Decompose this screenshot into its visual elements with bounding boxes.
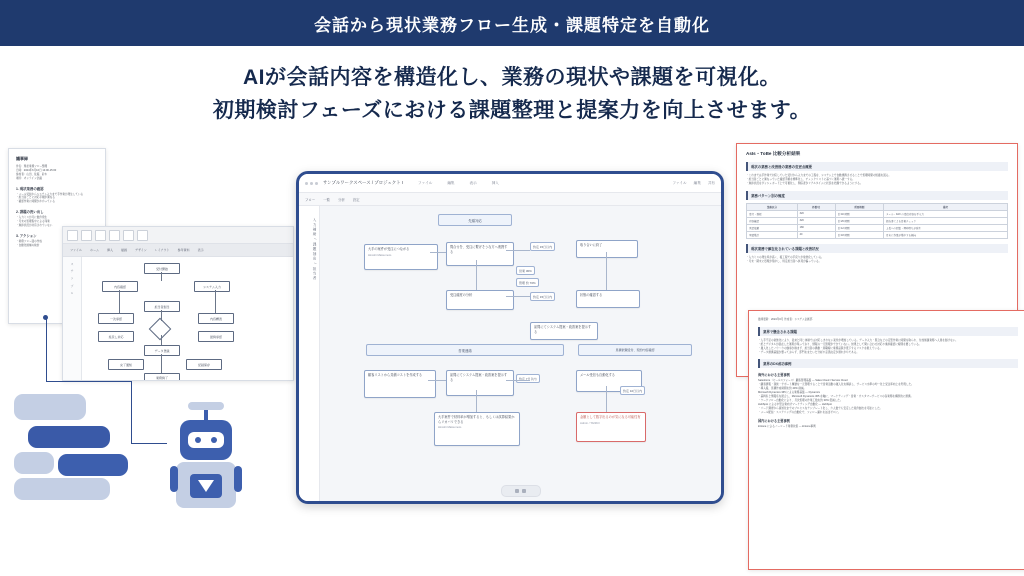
flow-card-6[interactable] bbox=[364, 370, 436, 398]
overseas-cases-heading: 海外における主要事例 bbox=[758, 373, 790, 378]
flow-node-3[interactable]: システム入力 bbox=[194, 281, 230, 292]
table-r3c2: 180 bbox=[797, 224, 835, 231]
chat-bubble-1 bbox=[14, 394, 86, 420]
table-header-4: 備考 bbox=[884, 203, 1008, 210]
page-header bbox=[0, 0, 1024, 46]
flow-node-10[interactable]: 完了通知 bbox=[108, 359, 144, 370]
table-row bbox=[747, 231, 1008, 238]
meeting-notes-section-1-line-1: ・メール受信からシステム入力まで手作業が発生している bbox=[16, 192, 84, 196]
lead-line-1: AIが会話内容を構造化し、業務の現状や課題を可視化。 bbox=[243, 66, 781, 89]
doc-tab-file[interactable]: ファイル bbox=[70, 248, 82, 252]
metric-pill-3: 約定 15日以内 bbox=[530, 242, 555, 251]
workspace-title: サンプルワークスペース / プロジェクト I bbox=[323, 180, 403, 185]
table-r2c2: 320 bbox=[797, 217, 835, 224]
metric-pill-4: 約定 15日以内 bbox=[530, 292, 555, 301]
table-r1c3: 約 40 時間 bbox=[835, 210, 883, 217]
flow-node-11[interactable]: 記録保存 bbox=[186, 359, 222, 370]
flow-edge-h bbox=[606, 386, 607, 412]
flow-card-5[interactable] bbox=[576, 290, 640, 308]
flow-card-2-text: 問合せを、受注に繋げそうな方へ連携する bbox=[450, 245, 508, 254]
table-r4c2: 40 bbox=[797, 231, 835, 238]
zoom-out-icon bbox=[515, 489, 519, 493]
flow-card-7-text: 訪問にてシステム提案・改善案を提示する bbox=[450, 373, 508, 382]
industry-section-1-line-1: ・人手不足の常態化により、従来と同じ体制では対応しきれない案件が増加している。データ入力・照合などの定型作業に時間を取られ、付加価値業務へ人員を割けない。 bbox=[758, 338, 958, 342]
chat-bubble-2 bbox=[28, 426, 110, 448]
page-header-title: 会話から現状業務フロー生成・課題特定を自動化 bbox=[314, 15, 710, 35]
flow-edge-g bbox=[506, 380, 530, 381]
flow-node-2[interactable]: 内容確認 bbox=[102, 281, 138, 292]
flow-document-toolbar[interactable] bbox=[63, 227, 293, 244]
tab-analysis[interactable]: 分析 bbox=[337, 197, 345, 202]
menu-view[interactable]: 表示 bbox=[469, 180, 477, 185]
flow-node-12[interactable]: 業務終了 bbox=[144, 373, 180, 381]
connector-vertical-left bbox=[46, 318, 47, 382]
flow-node-6[interactable]: 内容精査 bbox=[198, 313, 234, 324]
table-row bbox=[747, 224, 1008, 231]
analysis-section-1-line-3: ・進捗状況をダッシュボード上で可視化し、関係者がリアルタイムに状況を把握できるようにする。 bbox=[746, 181, 863, 185]
domestic-cases-heading: 国内における主要事例 bbox=[758, 419, 790, 424]
meeting-notes-section-2-line-1: ・入力ミスが月に数件発生 bbox=[16, 216, 48, 220]
flow-edge-1 bbox=[161, 272, 162, 281]
meeting-notes-section-3-heading: 3. アクション bbox=[16, 233, 37, 238]
industry-section-1-line-2: ・紙とデジタルが混在した運用が残っており、情報の一元管理ができていない。結果として問い合わせ対応や進捗確認に時間を要している。 bbox=[758, 342, 922, 346]
meeting-notes-section-3-line-2: ・自動化候補の検討 bbox=[16, 243, 40, 247]
metric-pill-1: 営業 30% bbox=[516, 266, 535, 275]
flow-card-4-text: 受注確度の分析 bbox=[450, 293, 473, 297]
meeting-notes-meta-2: 日時：2024年6月10日 14:00-15:00 bbox=[16, 168, 57, 172]
flow-card-1-owner: Hiroshi Matsumoto bbox=[368, 252, 392, 257]
toolbar-button-6-icon[interactable] bbox=[137, 230, 148, 241]
flow-node-1[interactable]: 受付開始 bbox=[144, 263, 180, 274]
analysis-section-1-heading: 現状の業務と改善後の業務の変更点概要 bbox=[746, 162, 1008, 171]
window-controls-icon[interactable] bbox=[305, 182, 318, 185]
analysis-section-3-line-1: ・入力ミスの発生率が高く、後工程での手戻りが常態化している。 bbox=[746, 255, 824, 259]
flow-card-8[interactable] bbox=[434, 412, 520, 446]
overseas-case-2-detail-2: ・ワークフロー自動化により、月次処理の作業工数を約 30% 低減した。 bbox=[758, 398, 843, 402]
table-r4c1: 実績集計 bbox=[747, 231, 798, 238]
flow-node-7[interactable]: 差戻し対応 bbox=[98, 331, 134, 342]
menu-edit[interactable]: 編集 bbox=[447, 180, 455, 185]
overseas-case-3-detail-1: ・リード獲得から商談化までのプロセスをテンプレート化し、少人数でも安定した案件創出を可能にした。 bbox=[758, 406, 883, 410]
analysis-section-1-line-1: ・これまでは手作業で対応していた受付から入力までの工程を、システム上で自動連携させることで処理時間の短縮を図る。 bbox=[746, 174, 891, 177]
overseas-case-2-detail-1: ・基幹系と情報系を統合し、Microsoft Dynamics 365 を軸に、マーケティング・営業・カスタマーサービスの各業務を横断的に連携。 bbox=[758, 395, 914, 399]
table-header-2: 件数/月 bbox=[797, 203, 835, 210]
meeting-notes-title: 議事録 bbox=[16, 156, 28, 161]
industry-section-1-line-4: ・データ連携基盤が整っておらず、部門をまたいだ分析や意思決定が遅れがちである。 bbox=[758, 350, 859, 354]
flow-card-8-text: 大手案件で材料率が増加すると、もしくは試算結果からリカバリできる bbox=[438, 415, 515, 424]
meeting-notes-meta-3: 参加者：山田、佐藤、鈴木 bbox=[16, 172, 48, 176]
doc-tab-references[interactable]: 参考資料 bbox=[177, 248, 190, 252]
table-r1c4: メール・FAX の受信内容を手入力 bbox=[884, 210, 1008, 217]
analysis-section-2-heading: 業務パターン別の頻度 bbox=[746, 191, 1008, 200]
metric-pill-2: 管理 約 70% bbox=[516, 278, 539, 287]
rail-label-5: 1 bbox=[71, 290, 73, 295]
rail-label-1: ス bbox=[70, 262, 74, 266]
toolbar-button-4-icon[interactable] bbox=[109, 230, 120, 241]
flow-card-3-text: 取り合いに終了 bbox=[580, 243, 603, 247]
meeting-notes-section-1-heading: 1. 現状業務の確認 bbox=[16, 186, 44, 191]
flow-card-1-text: 大手の案件が受注につながる bbox=[368, 247, 410, 251]
table-r4c3: 約 18 時間 bbox=[835, 231, 883, 238]
table-r2c3: 約 26 時間 bbox=[835, 217, 883, 224]
toolbar-button-3-icon[interactable] bbox=[95, 230, 106, 241]
flow-card-6-text: 顧客リストから見積コストを作成する bbox=[368, 373, 423, 377]
flow-card-11[interactable] bbox=[530, 322, 598, 340]
rail-label-4: プ bbox=[70, 283, 74, 288]
metric-pill-5: 約定 7日以内 bbox=[516, 374, 540, 383]
flow-card-5-text: 状態の確認する bbox=[580, 293, 603, 297]
flow-edge-i bbox=[606, 252, 607, 290]
flow-document-tabs[interactable] bbox=[63, 244, 293, 257]
flow-node-4[interactable]: 担当者割当 bbox=[144, 301, 180, 312]
flow-node-9[interactable]: データ登録 bbox=[144, 345, 180, 356]
industry-note: 最終更新：2024年6月 作成者：システム企画部 bbox=[758, 318, 813, 321]
table-r1c1: 受付・登録 bbox=[747, 210, 798, 217]
doc-tab-design[interactable]: デザイン bbox=[135, 248, 147, 252]
overseas-case-2: Microsoft Dynamics 365 による業務基盤 — Dynamics bbox=[758, 391, 820, 395]
analysis-section-3-line-2: ・月末・期末に処理が集中し、特定担当者へ負荷が偏っている。 bbox=[746, 259, 822, 263]
flow-edge-2 bbox=[119, 290, 120, 313]
meeting-notes-section-1-line-2: ・担当者ごとに対応手順が異なる bbox=[16, 196, 55, 200]
doc-tab-draw[interactable]: 描画 bbox=[120, 248, 127, 252]
rail-label-2: テ bbox=[70, 269, 74, 274]
flow-card-3[interactable] bbox=[576, 240, 638, 258]
table-header-row bbox=[747, 203, 1008, 210]
zoom-in-icon bbox=[522, 489, 526, 493]
doc-tab-layout[interactable]: レイアウト bbox=[154, 248, 170, 252]
chat-bubble-3 bbox=[14, 452, 54, 474]
flow-card-1[interactable] bbox=[364, 244, 438, 270]
table-r3c4: 上長への回覧・押印待ちが発生 bbox=[884, 224, 1008, 231]
meeting-notes-meta-4: 場所：オンライン会議 bbox=[16, 176, 42, 180]
flow-card-11-text: 訪問にてシステム提案・改善案を提示する bbox=[534, 325, 592, 334]
analysis-table bbox=[746, 203, 1008, 239]
rail-label-3: ッ bbox=[70, 276, 74, 281]
flow-edge-4 bbox=[161, 310, 162, 321]
flow-edge-6 bbox=[161, 354, 162, 373]
analysis-section-3-heading: 現状業務で顕在化されている課題と改善状況 bbox=[746, 244, 1008, 253]
robot-illustration bbox=[170, 400, 242, 560]
flow-edge-f bbox=[476, 390, 477, 412]
flow-edge-e bbox=[428, 380, 446, 381]
table-r2c1: 内容確認 bbox=[747, 217, 798, 224]
flow-node-5[interactable]: 一次承認 bbox=[98, 313, 134, 324]
connector-dot-left bbox=[43, 315, 48, 320]
table-header-1: 業務区分 bbox=[747, 203, 798, 210]
lead-copy bbox=[0, 62, 1024, 127]
flow-canvas[interactable] bbox=[320, 206, 721, 502]
toolbar-edit[interactable]: 編集 bbox=[693, 180, 701, 185]
table-row bbox=[747, 210, 1008, 217]
industry-section-2-heading: 業界のDX成功事例 bbox=[758, 359, 1018, 368]
overseas-case-1: Salesforce（セールスフォース）顧客管理基盤 — Sales Cloud / Service Cloud bbox=[758, 379, 848, 383]
flow-document-canvas[interactable] bbox=[82, 257, 293, 381]
flow-card-10-owner: Admin / TANKO bbox=[580, 420, 600, 425]
flow-edge-3 bbox=[215, 290, 216, 313]
lane-header-1[interactable]: 先頭対応 bbox=[438, 214, 512, 226]
tablet-device[interactable] bbox=[296, 171, 724, 504]
domestic-case-1: kintone によるノーコード業務改善 — kintone事例 bbox=[758, 425, 816, 429]
overseas-case-3-detail-2: ・メール配信・スコアリングの自動化で、フォロー漏れをほぼゼロに。 bbox=[758, 410, 841, 414]
analysis-section-1-line-2: ・担当者ごとに異なっていた確認手順を標準化し、チェックリストに基づく運用へ統一する。 bbox=[746, 177, 855, 181]
chat-bubble-4 bbox=[58, 454, 128, 476]
analysis-title: AsIs・ToBe 比較分析結果 bbox=[746, 151, 801, 156]
overseas-case-1-detail-2: ・導入後、見積作成時間を約 40% 削減。 bbox=[758, 387, 807, 391]
flow-document-side-rail bbox=[63, 257, 82, 381]
doc-tab-view[interactable]: 表示 bbox=[197, 248, 204, 252]
tablet-side-rail: 入力補助 / 課題抽出 / 担当者 bbox=[299, 206, 320, 502]
table-r2c4: 担当者による目視チェック bbox=[884, 217, 1008, 224]
table-r1c2: 320 bbox=[797, 210, 835, 217]
table-r3c3: 約 12 時間 bbox=[835, 224, 883, 231]
toolbar-share[interactable]: 共有 bbox=[707, 180, 715, 185]
chat-bubbles-illustration bbox=[14, 392, 174, 502]
flow-document-window[interactable] bbox=[62, 226, 294, 381]
flow-card-8-owner: Hiroshi Matsumoto bbox=[438, 425, 462, 430]
lane-header-2[interactable]: 営業連絡 bbox=[366, 344, 564, 356]
tab-flow[interactable]: フロー bbox=[305, 197, 316, 202]
lead-line-2: 初期検討フェーズにおける課題整理と提案力を向上させます。 bbox=[212, 98, 812, 122]
tab-settings[interactable]: 設定 bbox=[352, 197, 360, 202]
toolbar-file[interactable]: ファイル bbox=[672, 180, 687, 185]
flow-card-9-text: メール受信も自動化する bbox=[580, 373, 615, 377]
canvas-zoom-control[interactable] bbox=[501, 485, 541, 497]
toolbar-button-1-icon[interactable] bbox=[67, 230, 78, 241]
industry-section-1-heading: 業界で懸念される課題 bbox=[758, 327, 1018, 336]
flow-card-7[interactable] bbox=[446, 370, 514, 396]
menu-file[interactable]: ファイル bbox=[418, 180, 433, 185]
flow-edge-a bbox=[430, 252, 446, 253]
doc-tab-home[interactable]: ホーム bbox=[89, 248, 99, 252]
meeting-notes-meta-1: 件名：現状業務フロー整理 bbox=[16, 165, 48, 168]
meeting-notes-section-1-line-3: ・確認作業に時間がかかっている bbox=[16, 200, 55, 204]
flow-edge-5 bbox=[161, 335, 162, 345]
industry-issues-document bbox=[748, 310, 1024, 570]
tablet-titlebar[interactable] bbox=[299, 174, 721, 193]
flow-card-2[interactable] bbox=[446, 242, 514, 266]
table-r3c1: 承認依頼 bbox=[747, 224, 798, 231]
doc-tab-insert[interactable]: 挿入 bbox=[106, 248, 113, 252]
meeting-notes-section-2-line-2: ・月末の処理集中による残業 bbox=[16, 220, 50, 224]
meeting-notes-section-2-line-3: ・進捗状況が共有されていない bbox=[16, 224, 53, 228]
table-header-3: 所要時間 bbox=[835, 203, 883, 210]
meeting-notes-section-2-heading: 2. 課題の洗い出し bbox=[16, 210, 44, 215]
flow-edge-b bbox=[506, 250, 530, 251]
flow-card-10[interactable] bbox=[576, 412, 646, 442]
flow-edge-c bbox=[476, 260, 477, 290]
overseas-case-1-detail-1: ・顧客情報・商談・サポート履歴を一元管理することで営業活動の属人化を解消し、サービス水準の均一化と受注率向上を実現した。 bbox=[758, 383, 914, 387]
flow-card-4[interactable] bbox=[446, 290, 514, 310]
flow-node-8[interactable]: 最終承認 bbox=[198, 331, 234, 342]
connector-horizontal-left bbox=[46, 381, 132, 382]
toolbar-button-5-icon[interactable] bbox=[123, 230, 134, 241]
metric-pill-6: 約定 10日以内 bbox=[620, 386, 645, 395]
toolbar-button-2-icon[interactable] bbox=[81, 230, 92, 241]
tab-list[interactable]: 一覧 bbox=[323, 197, 330, 202]
industry-section-1-line-3: ・属人化したノウハウの継承が進まず、担当者の異動・退職時に業務品質が低下するリスクを抱えている。 bbox=[758, 346, 883, 350]
overseas-case-3: HubSpot による中堅企業向けマーケティング自動化 — HubSpot bbox=[758, 402, 832, 406]
lane-header-3[interactable]: 見積依頼受付、契約内容確認 bbox=[578, 344, 692, 356]
table-r4c4: 月末に作業が集中する傾向 bbox=[884, 231, 1008, 238]
flow-edge-d bbox=[506, 296, 530, 297]
meeting-notes-section-3-line-1: ・業務フロー図の作成 bbox=[16, 239, 42, 243]
menu-insert[interactable]: 挿入 bbox=[491, 180, 499, 185]
table-row bbox=[747, 217, 1008, 224]
chat-bubble-5 bbox=[14, 478, 110, 500]
flow-card-10-text: 金額として数字出るのが気になる可能性有 bbox=[580, 415, 641, 419]
flow-decision-diamond[interactable] bbox=[149, 318, 172, 341]
tablet-sub-tabs[interactable] bbox=[299, 193, 721, 206]
